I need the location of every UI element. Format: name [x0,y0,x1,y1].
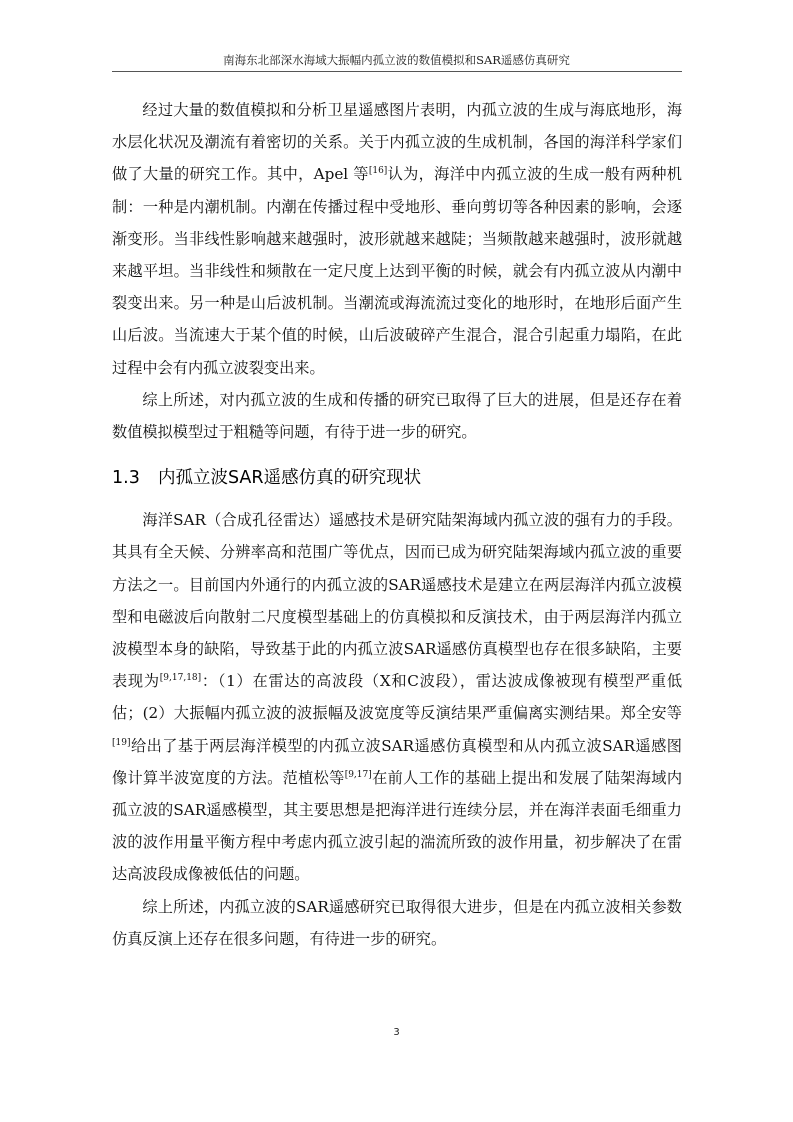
paragraph-summary-generation: 综上所述，对内孤立波的生成和传播的研究已取得了巨大的进展，但是还存在着数值模拟模型过于粗糙等问题，有待于进一步的研究。 [112,390,682,442]
page-number: 3 [393,1027,400,1038]
paragraph-text: 认为，海洋中内孤立波的生成一般有两种机制：一种是内潮机制。内潮在传播过程中受地形、垂向剪切等各种因素的影响，会逐渐变形。当非线性影响越来越强时，波形就越来越陡；当频散越来越强时，波形就越来越平坦。当非线性和频散在一定尺度上达到平衡的时候，就会有内孤立波从内潮中裂变出来。另一种是山后波机制。当潮流或海流流过变化的地形时，在地形后面产生山后波。当流速大于某个值的时候，山后波破碎产生混合，混合引起重力塌陷，在此过程中会有内孤立波裂变出来。 [112,165,682,377]
section-title: 内孤立波SAR遥感仿真的研究现状 [158,468,422,489]
section-heading [112,462,682,494]
citation: [9,17] [344,769,372,780]
section-number: 1.3 [112,468,140,489]
paragraph-text: 在前人工作的基础上提出和发展了陆架海域内孤立波的SAR遥感模型，其主要思想是把海洋进行连续分层，并在海洋表面毛细重力波的波作用量平衡方程中考虑内孤立波引起的湍流所致的波作用量，初步解决了在雷达高波段成像被低估的问题。 [112,768,683,884]
running-header: 南海东北部深水海域大振幅内孤立波的数值模拟和SAR遥感仿真研究 [223,53,570,67]
paragraph-text: 海洋SAR（合成孔径雷达）遥感技术是研究陆架海域内孤立波的强有力的手段。其具有全天候、分辨率高和范围广等优点，因而已成为研究陆架海域内孤立波的重要方法之一。目前国内外通行的内孤立波的SAR遥感技术是建立在两层海洋内孤立波模型和电磁波后向散射二尺度模型基础上的仿真模拟和反演技术，由于两层海洋内孤立波模型本身的缺陷，导致基于此的内孤立波SAR遥感仿真模型也存在很多缺陷，主要表现为 [112,511,682,691]
paragraph-generation-mechanism [112,94,682,384]
paragraph-text: 给出了基于两层海洋模型的内孤立波SAR遥感仿真模型和从内孤立波SAR遥感图像计算半波宽度的方法。范植松等 [112,736,682,787]
paragraph-text: 经过大量的数值模拟和分析卫星遥感图片表明，内孤立波的生成与海底地形，海水层化状况及潮流有着密切的关系。关于内孤立波的生成机制，各国的海洋科学家们做了大量的研究工作。其中，Apel 等 [112,101,682,184]
citation: [16] [368,166,388,177]
paragraph-text: ：（1）在雷达的高波段（X和C波段），雷达波成像被现有模型严重低估；(2）大振幅内孤立波的波振幅及波宽度等反演结果严重偏离实测结果。郑全安等 [112,672,683,723]
citation: [19] [112,737,131,748]
header-rule [112,71,682,72]
paragraph-sar-technique [112,504,682,890]
citation: [9,17,18] [159,673,202,684]
body-text [112,94,682,955]
paragraph-summary-sar: 综上所述，内孤立波的SAR遥感研究已取得很大进步，但是在内孤立波相关参数仿真反演上还存在很多问题，有待进一步的研究。 [112,897,682,948]
